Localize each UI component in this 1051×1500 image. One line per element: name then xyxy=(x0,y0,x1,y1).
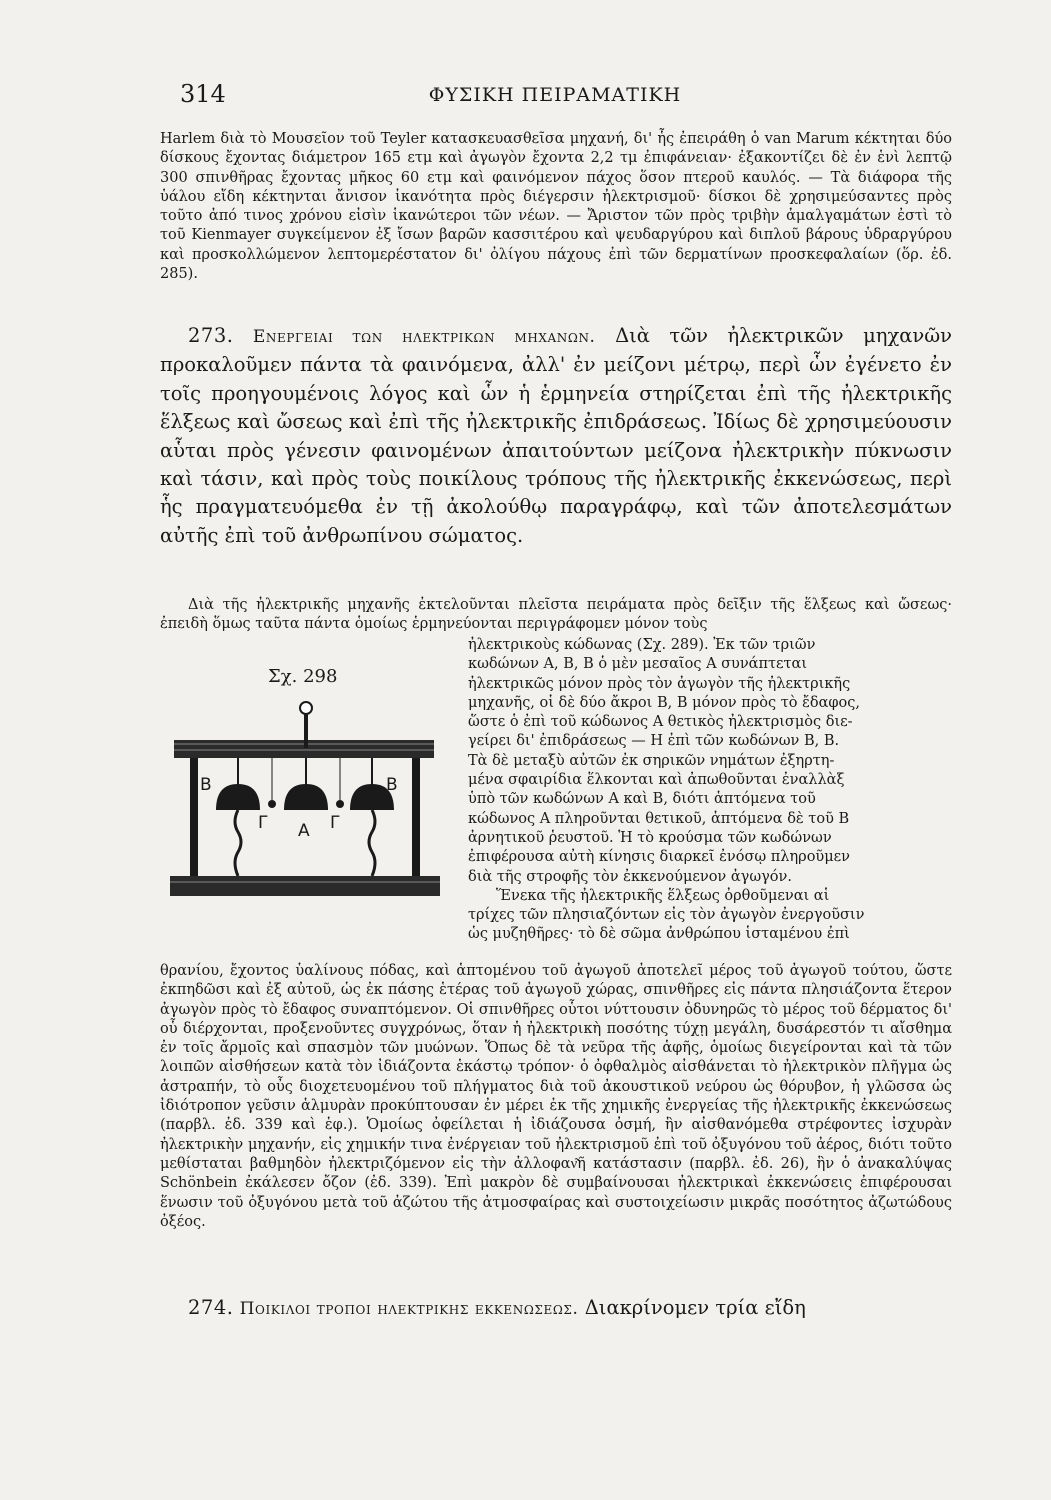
label-a: Α xyxy=(298,821,310,841)
label-g-left: Γ xyxy=(258,813,268,833)
bell-a xyxy=(284,784,328,810)
electric-bells-illustration xyxy=(160,660,460,910)
base-board xyxy=(170,876,440,896)
section-274-title: Ποικιλοι τροποι ηλεκτρικης εκκενωσεως. xyxy=(239,1299,579,1319)
section-273-number: 273. xyxy=(188,324,234,347)
figure-298 xyxy=(160,660,460,910)
intro-paragraph: Harlem διὰ τὸ Μουσεῖον τοῦ Teyler κατασκευασθεῖσα μηχανή, δι' ἧς ἐπειράθη ὁ van Marum κέκτηται δύο δίσκους ἔχοντας διάμετρον 165 ετμ καὶ ἀγωγὸν ἔχοντα 2,2 τμ ἐπιφάνειαν· ἐξακοντίζει δὲ ἐν ἑνὶ λεπτῷ 300 σπινθῆρας ἔχοντας μῆκος 60 ετμ καὶ φαινόμενον πάχος ὅσον πτεροῦ καυλός. — Τὰ διάφορα τῆς ὑάλου εἴδη κέκτηνται ἄνισον ἱκανότητα πρὸς διέγερσιν ἠλεκτρισμοῦ· δίσκοι δὲ χρησιμεύσαντες πρὸς τοῦτο ἀπό τινος χρόνου εἰσὶν ἱκανώτεροι τῶν νέων. — Ἄριστον τῶν πρὸς τριβὴν ἀμαλγαμάτων ἐστὶ τὸ τοῦ Kienmayer συγκείμενον ἐξ ἴσων βαρῶν κασσιτέρου καὶ ψευδαργύρου καὶ διπλοῦ βάρους ὑδραργύρου καὶ προσκολλώμενον λεπτομερέστατον δι' ὀλίγου πάχους ἐπὶ τῶν δερματίνων προσκεφαλαίων (ὅρ. ἐδ. 285). xyxy=(160,131,952,283)
left-post xyxy=(190,758,198,876)
section-274-number: 274. xyxy=(188,1296,234,1319)
bell-b-left xyxy=(216,784,260,810)
label-b-left: Β xyxy=(200,775,212,795)
page-number: 314 xyxy=(180,80,226,108)
section-273 xyxy=(160,322,952,550)
section-273-title: Ενεργειαι των ηλεκτρικων μηχανων. xyxy=(252,327,596,347)
section-273-body: Διὰ τῶν ἠλεκτρικῶν μηχανῶν προκαλοῦμεν πάντα τὰ φαινόμενα, ἀλλ' ἐν μείζονι μέτρῳ, περὶ ὧν ἐγένετο ἐν τοῖς προηγουμένοις λόγος καὶ ὧν ἡ ἑρμηνεία στηρίζεται ἐπὶ τῆς ἠλεκτρικῆς ἕλξεως καὶ ὤσεως καὶ ἐπὶ τῆς ἠλεκτρικῆς ἐπιδράσεως. Ἰδίως δὲ χρησιμεύουσιν αὗται πρὸς γένεσιν φαινομένων ἀπαιτούντων μείζονα ἠλεκτρικὴν πύκνωσιν καὶ τάσιν, καὶ πρὸς τοὺς ποικίλους τρόπους τῆς ἠλεκτρικῆς ἐκκενώσεως, περὶ ἧς πραγματευόμεθα ἐν τῇ ἀκολούθῳ παραγράφῳ, καὶ τῶν ἀποτελεσμάτων αὐτῆς ἐπὶ τοῦ ἀνθρωπίνου σώματος. xyxy=(160,324,953,547)
ball-g-left xyxy=(268,800,276,808)
conductor-ball xyxy=(300,702,312,714)
chain-right xyxy=(369,810,375,876)
page-header xyxy=(180,80,930,116)
figure-caption: Σχ. 298 xyxy=(268,666,338,687)
text-beside-figure: ἠλεκτρικοὺς κώδωνας (Σχ. 289). Ἐκ τῶν τριῶν κωδώνων Α, Β, Β ὁ μὲν μεσαῖος Α συνάπτεται ἠλεκτρικῶς μόνον πρὸς τὸν ἀγωγὸν τῆς ἠλεκτρικῆς μηχανῆς, οἱ δὲ δύο ἄκροι Β, Β μόνον πρὸς τὸ ἔδαφος, ὥστε ὁ ἐπὶ τοῦ κώδωνος Α θετικὸς ἠλεκτρισμὸς διε- γείρει δι' ἐπιδράσεως — Η ἐπὶ τῶν κωδώνων Β, Β. Τὰ δὲ μεταξὺ αὐτῶν ἐκ σηρικῶν νημάτων ἐξηρτη- μένα σφαιρίδια ἕλκονται καὶ ἀπωθοῦνται ἐναλλὰξ ὑπὸ τῶν κωδώνων Α καὶ Β, διότι ἁπτόμενα τοῦ κώδωνος Α πληροῦνται θετικοῦ, ἁπτόμενα δὲ τοῦ Β ἀρνητικοῦ ῥευστοῦ. Ἡ τὸ κρούσμα τῶν κωδώνων ἐπιφέρουσα αὐτὴ κίνησις διαρκεῖ ἐνόσῳ πληροῦμεν διὰ τῆς στροφῆς τὸν ἐκκενούμενον ἀγωγόν. Ἕνεκα τῆς ἠλεκτρικῆς ἕλξεως ὀρθοῦμεναι αἱ τρίχες τῶν πλησιαζόντων εἰς τὸν ἀγωγὸν ἐνεργοῦσιν ὡς μυζηθῆρες· τὸ δὲ σῶμα ἀνθρώπου ἱσταμένου ἐπὶ xyxy=(468,637,865,943)
label-b-right: Β xyxy=(386,775,398,795)
chain-left xyxy=(235,810,241,876)
section-274-body: Διακρίνομεν τρία εἴδη xyxy=(584,1296,806,1319)
small-paragraph-1: Διὰ τῆς ἠλεκτρικῆς μηχανῆς ἐκτελοῦνται πλεῖστα πειράματα πρὸς δεῖξιν τῆς ἕλξεως καὶ ὤσεως· ἐπειδὴ ὅμως ταῦτα πάντα ὁμοίως ἑρμηνεύονται περιγράφομεν μόνον τοὺς xyxy=(160,597,952,633)
right-post xyxy=(412,758,420,876)
small-paragraph-2: θρανίου, ἔχοντος ὑαλίνους πόδας, καὶ ἁπτομένου τοῦ ἀγωγοῦ ἀποτελεῖ μέρος τοῦ ἀγωγοῦ τούτου, ὥστε ἐκπηδῶσι καὶ ἐξ αὐτοῦ, ὡς ἐκ πάσης ἑτέρας τοῦ ἀγωγοῦ χώρας, σπινθῆρες εἰς πάντα πλησιάζοντα ἕτερον ἀγωγὸν πρὸς τὸ ἔδαφος συναπτόμενον. Οἱ σπινθῆρες οὗτοι νύττουσιν ὀδυνηρῶς τὸ μέρος τοῦ δέρματος δι' οὗ διέρχονται, προξενοῦντες συγχρόνως, ὅταν ἡ ἠλεκτρικὴ ποσότης τύχῃ μεγάλη, δυσάρεστόν τι αἴσθημα ἐν τοῖς ἄρμοῖς καὶ σπασμὸν τῶν μυώνων. Ὅπως δὲ τὰ νεῦρα τῆς ἁφῆς, ὁμοίως διεγείρονται καὶ τὰ τῶν λοιπῶν αἰσθήσεων κατὰ τὸν ἰδιάζοντα ἑκάστῳ τρόπον· ὁ ὀφθαλμὸς αἰσθάνεται τὸ ἠλεκτρικὸν πλῆγμα ὡς ἀστραπήν, τὸ οὖς διοχετευομένου τοῦ πλήγματος διὰ τοῦ ἀκουστικοῦ νεύρου ὡς θόρυβον, ἡ γλῶσσα ὡς ἰδιότροπον γεῦσιν ἁλμυρὰν προκύπτουσαν ἐν μέρει ἐκ τῆς χημικῆς ἐνεργείας τῆς ἠλεκτρικῆς ἐκκενώσεως (παρβλ. ἐδ. 339 καὶ ἑφ.). Ὁμοίως ὀφείλεται ἡ ἰδιάζουσα ὀσμή, ἣν αἰσθανόμεθα στρέφοντες ἰσχυρὰν ἠλεκτρικὴν μηχανήν, εἰς χημικήν τινα ἐνέργειαν τοῦ ἠλεκτρισμοῦ ἐπὶ τοῦ ὀξυγόνου τοῦ ἀέρος, διότι τοῦτο μεθίσταται βαθμηδὸν ἠλεκτριζόμενον εἰς τὴν ἀλλοφαν͂ῆ κατάστασιν (παρβλ. ἐδ. 26), ἣν ὁ ἀνακαλύψας Schönbein ἐκάλεσεν ὄζον (ἐδ. 339). Ἐπὶ μακρὸν δὲ συμβαίνουσαι ἠλεκτρικαὶ ἐκκενώσεις ἐπιφέρουσαι ἕνωσιν τοῦ ὀξυγόνου μετὰ τοῦ ἀζώτου τῆς ἀτμοσφαίρας καὶ συστοιχείωσιν μικρᾶς ποσότητος ἀζωτώδους ὀξέος. xyxy=(160,963,952,1230)
ball-g-right xyxy=(336,800,344,808)
label-g-right: Γ xyxy=(330,813,340,833)
section-274 xyxy=(160,1294,952,1323)
running-title: ΦΥΣΙΚΗ ΠΕΙΡΑΜΑΤΙΚΗ xyxy=(428,84,682,106)
